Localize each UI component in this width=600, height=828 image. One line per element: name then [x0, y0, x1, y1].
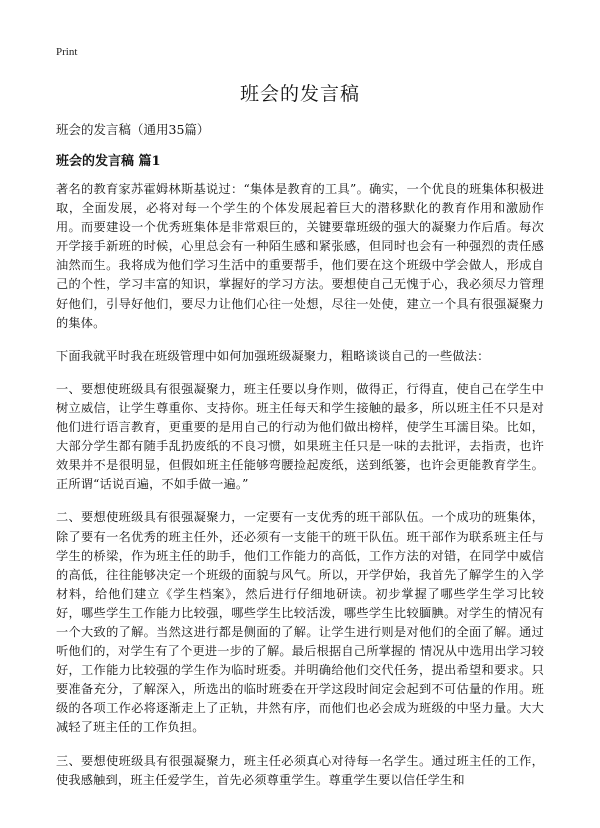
paragraph: 二、要想使班级具有很强凝聚力，一定要有一支优秀的班干部队伍。一个成功的班集体，除了要有一名优秀的班主任外，还必须有一支能干的班干队伍。班干部作为联系班主任与学生的桥梁，作为班主任的助手，他们工作能力的高低，工作方法的对错，在同学中威信的高低，往往能够决定一个班级的面貌与风气。所以，开学伊始，我首先了解学生的入学材料，给他们建立《学生档案》，然后进行仔细地研读。初步掌握了哪些学生学习比较好，哪些学生工作能力比较强，哪些学生比较活泼，哪些学生比较腼腆。对学生的情况有一个大致的了解。当然这进行都是侧面的了解。让学生进行则是对他们的全面了解。通过听他们的，对学生有了个更进一步的了解。最后根据自己所掌握的 情况从中选用出学习较好，工作能力比较强的学生作为临时班委。并明确给他们交代任务，提出希望和要求。只要准备充分，了解深入，所选出的临时班委在开学这段时间定会起到不可估量的作用。班级的各项工作必将逐渐走上了正轨，井然有序，而他们也必会成为班级的中坚力量。大大减轻了班主任的工作负担。 [56, 510, 544, 735]
page-title: 班会的发言稿 [239, 83, 360, 105]
paragraph: 三、要想使班级具有很强凝聚力，班主任必须真心对待每一名学生。通过班主任的工作，使我感触到，班主任爱学生，首先必须尊重学生。尊重学生要以信任学生和 [56, 753, 544, 787]
section-heading: 班会的发言稿 篇1 [56, 154, 161, 169]
paragraph: 一、要想使班级具有很强凝聚力，班主任要以身作则，做得正，行得直，使自己在学生中树立威信，让学生尊重你、支持你。班主任每天和学生接触的最多，所以班主任不只是对他们进行语言教育，更重要的是用自己的行动为他们做出榜样，使学生耳濡目染。比如，大部分学生都有随手乱扔废纸的不良习惯，如果班主任只是一味的去批评，去指责，也许效果并不是很明显，但假如班主任能够弯腰捡起废纸，送到纸篓，也许会更能教育学生。正所谓“话说百遍，不如手做一遍。” [56, 381, 544, 492]
paragraph: 下面我就平时我在班级管理中如何加强班级凝聚力，粗略谈谈自己的一些做法： [56, 348, 490, 363]
paragraph: 著名的教育家苏霍姆林斯基说过：“集体是教育的工具”。确实，一个优良的班集体积极进取，全面发展，必将对每一个学生的个体发展起着巨大的潜移默化的教育作用和激励作用。而要建设一个优秀班集体是非常艰巨的，关键要靠班级的强大的凝聚力作后盾。每次开学接手新班的时候，心里总会有一种陌生感和紧张感，但同时也会有一种强烈的责任感油然而生。我将成为他们学习生活中的重要帮手，他们要在这个班级中学会做人，形成自己的个性，学习丰富的知识，掌握好的学习方法。要想使自己无愧于心，我必须尽力管理好他们，引导好他们，要尽力让他们心往一处想，尽往一处使，建立一个具有很强凝聚力的集体。 [56, 182, 544, 330]
article-body [56, 180, 544, 804]
document-subtitle: 班会的发言稿（通用35篇） [56, 122, 210, 137]
print-link[interactable]: Print [56, 46, 78, 58]
